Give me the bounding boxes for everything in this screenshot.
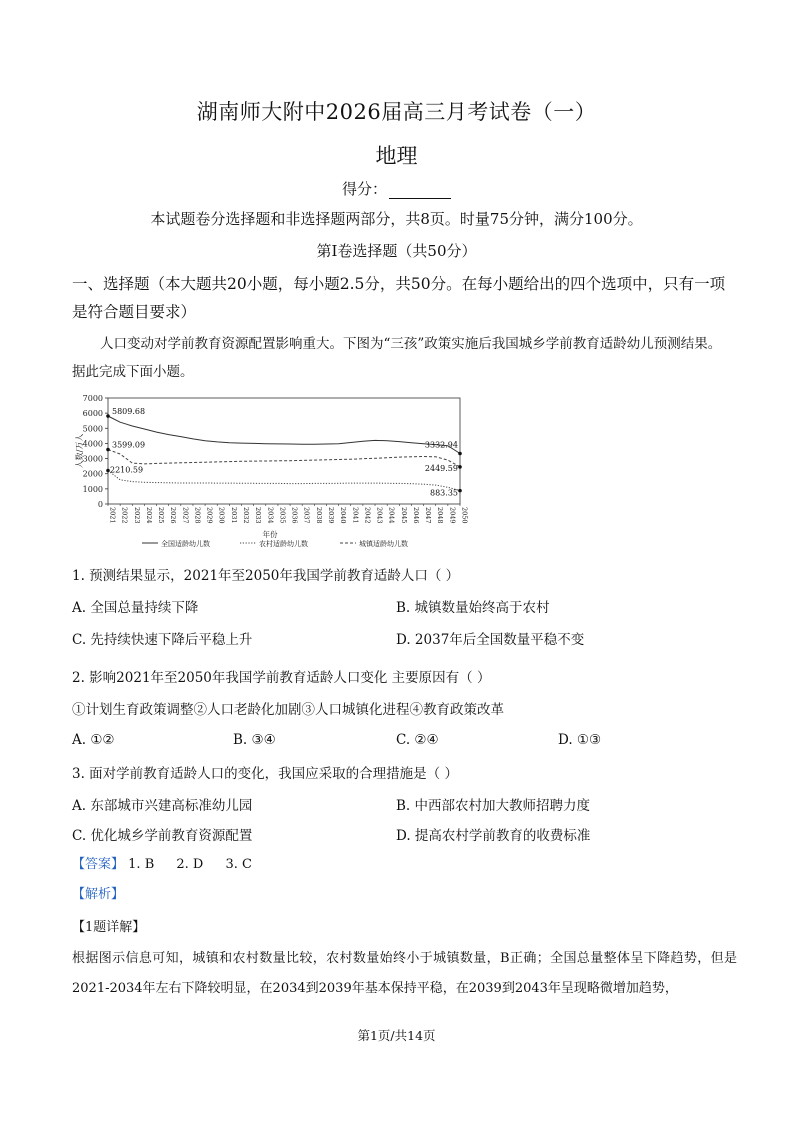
subject-title: 地理 [375, 144, 418, 168]
q3-option-c: C. 优化城乡学前教育资源配置 [72, 828, 253, 844]
x-tick-label: 2041 [351, 507, 360, 524]
q1-option-a: A. 全国总量持续下降 [72, 600, 199, 616]
y-tick-label: 2000 [82, 469, 103, 479]
q1-option-d: D. 2037年后全国数量平稳不变 [396, 632, 585, 648]
x-axis-label: 年份 [262, 530, 278, 539]
question-2-choices-list: ①计划生育政策调整②人口老龄化加剧③人口城镇化进程④教育政策改革 [72, 702, 504, 718]
x-tick-label: 2042 [363, 507, 372, 524]
series-end-point [458, 489, 462, 493]
q2-option-b: B. ③④ [233, 732, 276, 748]
chart-frame [108, 398, 460, 504]
q1-option-c: C. 先持续快速下降后平稳上升 [72, 632, 253, 648]
exam-description: 本试题卷分选择题和非选择题两部分，共8页。时量75分钟，满分100分。 [150, 210, 643, 228]
x-tick-label: 2030 [217, 507, 226, 524]
section-heading: 一、选择题（本大题共20小题，每小题2.5分，共50分。在每小题给出的四个选项中，只有一项是符合题目要求） [72, 275, 726, 321]
score-label: 得分： [341, 180, 387, 198]
answer-2: 2. D [176, 857, 204, 872]
q2-option-a: A. ①② [72, 732, 115, 748]
page-footer: 第1页/共14页 [357, 1028, 436, 1043]
data-label: 2210.59 [110, 465, 144, 475]
x-tick-label: 2040 [339, 507, 348, 524]
question-2-stem: 2. 影响2021年至2050年我国学前教育适龄人口变化 主要原因有（ ） [72, 670, 491, 686]
x-tick-label: 2035 [278, 507, 287, 524]
series-start-point [106, 414, 110, 418]
part-title: 第Ⅰ卷选择题（共50分） [316, 242, 477, 260]
x-tick-label: 2029 [205, 507, 214, 524]
x-tick-label: 2021 [108, 507, 117, 524]
x-tick-label: 2049 [448, 507, 457, 524]
y-tick-label: 1000 [82, 484, 103, 494]
detail-1-label: 【1题详解】 [72, 920, 146, 935]
x-tick-label: 2025 [157, 507, 166, 524]
x-tick-label: 2044 [387, 507, 396, 524]
question-intro: 人口变动对学前教育资源配置影响重大。下图为“三孩”政策实施后我国城乡学前教育适龄幼儿预测结果。据此完成下面小题。 [72, 336, 722, 380]
legend-label: 城镇适龄幼儿数 [359, 540, 408, 548]
q2-option-c: C. ②④ [396, 732, 439, 748]
population-forecast-chart [72, 388, 472, 560]
y-tick-label: 4000 [82, 439, 103, 449]
x-tick-label: 2022 [120, 507, 129, 524]
x-tick-label: 2031 [229, 507, 238, 524]
x-tick-label: 2048 [436, 507, 445, 524]
x-tick-label: 2024 [144, 507, 153, 524]
series-line-national [108, 416, 460, 454]
series-end-point [458, 452, 462, 456]
x-tick-label: 2043 [375, 507, 384, 524]
data-label: 3599.09 [112, 440, 146, 450]
x-tick-label: 2033 [254, 507, 263, 524]
data-label: 2449.59 [424, 463, 458, 473]
y-axis-label: 人数/万人 [75, 433, 84, 469]
series-line-rural [108, 471, 460, 491]
x-tick-label: 2037 [302, 507, 311, 524]
x-tick-label: 2047 [424, 507, 433, 524]
y-tick-label: 5000 [82, 424, 103, 434]
y-tick-label: 7000 [82, 394, 103, 403]
answer-line [72, 853, 252, 872]
y-tick-label: 3000 [82, 454, 103, 464]
q3-option-a: A. 东部城市兴建高标准幼儿园 [72, 798, 253, 814]
data-label: 5809.68 [112, 407, 146, 417]
y-tick-label: 0 [97, 500, 103, 509]
series-line-urban [108, 450, 460, 467]
x-tick-label: 2028 [193, 507, 202, 524]
q1-option-b: B. 城镇数量始终高于农村 [396, 600, 550, 616]
x-tick-label: 2046 [411, 507, 420, 524]
x-tick-label: 2045 [399, 507, 408, 524]
legend-label: 农村适龄幼儿数 [259, 540, 308, 548]
answer-label: 【答案】 [72, 857, 125, 872]
q3-option-d: D. 提高农村学前教育的收费标准 [396, 828, 591, 844]
q2-option-d: D. ①③ [558, 732, 602, 748]
x-tick-label: 2026 [169, 507, 178, 524]
x-tick-label: 2036 [290, 507, 299, 524]
y-tick-label: 6000 [82, 409, 103, 419]
score-blank [389, 184, 451, 199]
x-tick-label: 2023 [132, 507, 141, 524]
x-tick-label: 2038 [314, 507, 323, 524]
series-start-point [106, 448, 110, 452]
x-tick-label: 2034 [266, 507, 275, 524]
question-1-stem: 1. 预测结果显示，2021年至2050年我国学前教育适龄人口（ ） [72, 568, 460, 584]
data-label: 3332.94 [424, 440, 458, 450]
x-tick-label: 2027 [181, 507, 190, 524]
answer-3: 3. C [225, 857, 252, 872]
x-tick-label: 2039 [326, 507, 335, 524]
series-end-point [458, 465, 462, 469]
score-line [0, 178, 793, 199]
analysis-text: 根据图示信息可知，城镇和农村数量比较，农村数量始终小于城镇数量，B正确；全国总量整体呈下降趋势，但是2021-2034年左右下降较明显，在2034到2039年基本保持平稳，在2039到2043年呈现略微增加趋势， [72, 951, 737, 996]
q3-option-b: B. 中西部农村加大教师招聘力度 [396, 798, 591, 814]
legend-label: 全国适龄幼儿数 [161, 540, 210, 548]
exam-title: 湖南师大附中2026届高三月考试卷（一） [196, 100, 597, 124]
x-tick-label: 2050 [460, 507, 469, 524]
x-tick-label: 2032 [242, 507, 251, 524]
question-3-stem: 3. 面对学前教育适龄人口的变化，我国应采取的合理措施是（ ） [72, 766, 458, 782]
data-label: 883.35 [430, 488, 458, 498]
analysis-label: 【解析】 [72, 887, 125, 902]
answer-1: 1. B [128, 857, 155, 872]
